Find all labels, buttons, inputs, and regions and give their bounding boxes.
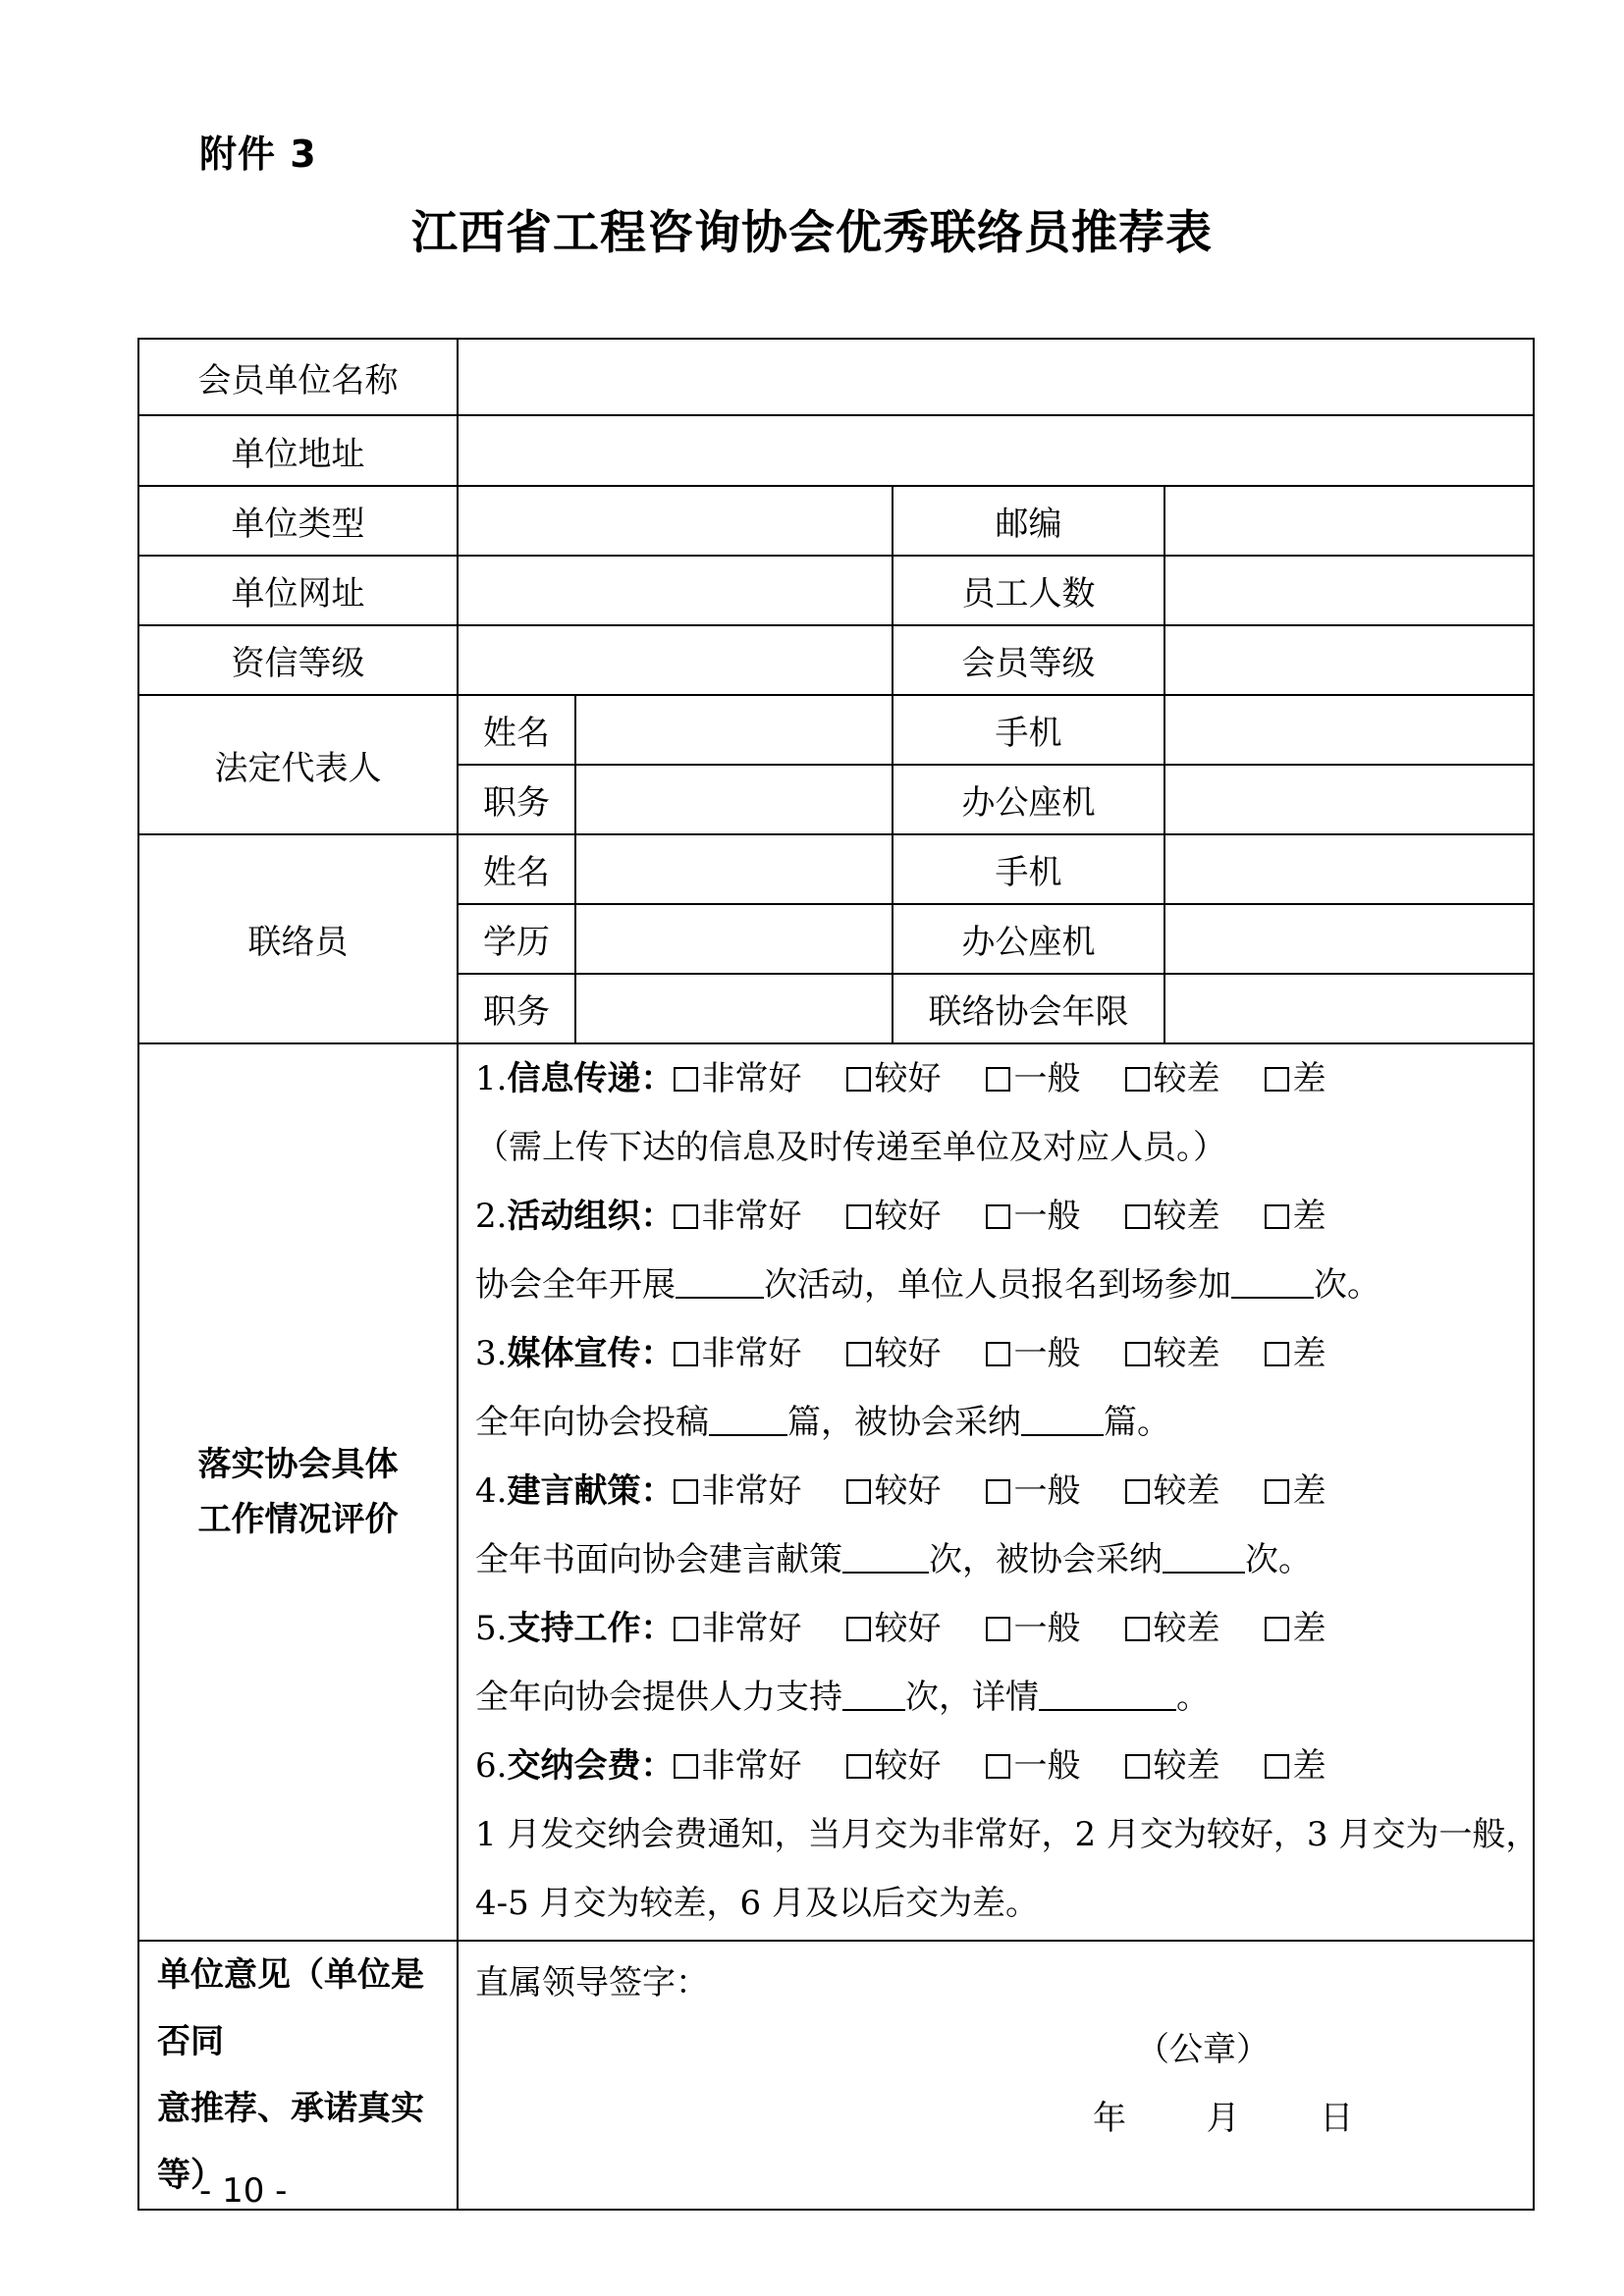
day-label: 日 <box>1320 2099 1354 2138</box>
item-number: 5. <box>475 1609 508 1648</box>
evaluation-item-heading <box>475 1732 1533 1800</box>
rating-option-label: 较好 <box>874 1609 942 1648</box>
rating-option-label: 较差 <box>1153 1334 1220 1373</box>
evaluation-item-description: 1 月发交纳会费通知，当月交为非常好，2 月交为较好，3 月交为一般， <box>475 1815 1540 1854</box>
evaluation-label <box>138 1043 458 1941</box>
rating-option-label: 较好 <box>874 1471 942 1511</box>
credit-grade-field[interactable] <box>458 625 893 695</box>
rating-option-label: 非常好 <box>701 1746 802 1786</box>
evaluation-item-heading <box>475 1182 1533 1251</box>
checkbox-icon[interactable] <box>846 1342 871 1366</box>
item-name: 活动组织： <box>507 1197 675 1236</box>
recommendation-form-table <box>137 338 1540 2211</box>
description-text: 。 <box>1176 1678 1210 1717</box>
rating-option-label: 一般 <box>1013 1609 1081 1648</box>
fill-blank-field[interactable] <box>1021 1405 1104 1436</box>
liaison-name-field[interactable] <box>575 834 893 904</box>
checkbox-icon[interactable] <box>846 1617 871 1641</box>
rating-option-label: 差 <box>1292 1059 1326 1098</box>
description-text: 次，详情 <box>905 1678 1039 1717</box>
credit-grade-label: 资信等级 <box>138 625 458 695</box>
evaluation-item-description: （需上传下达的信息及时传递至单位及对应人员。） <box>475 1128 1226 1167</box>
rating-option[interactable] <box>674 1594 801 1663</box>
rating-option-label: 一般 <box>1013 1197 1081 1236</box>
checkbox-icon[interactable] <box>846 1479 871 1504</box>
checkbox-icon[interactable] <box>986 1754 1010 1779</box>
rating-option[interactable] <box>1265 1457 1326 1525</box>
rating-option-label: 非常好 <box>701 1059 802 1098</box>
evaluation-content <box>458 1043 1540 1941</box>
checkbox-icon[interactable] <box>1265 1617 1289 1641</box>
month-label: 月 <box>1206 2099 1240 2138</box>
fill-blank-field[interactable] <box>709 1405 787 1436</box>
evaluation-item-description <box>475 1525 1533 1594</box>
description-text: 次活动，单位人员报名到场参加 <box>764 1265 1231 1305</box>
rating-option-label: 较好 <box>874 1746 942 1786</box>
page-number: - 10 - <box>199 2171 288 2211</box>
evaluation-item-description <box>475 1388 1533 1457</box>
rating-option-label: 差 <box>1292 1471 1326 1511</box>
rating-option-label: 非常好 <box>701 1197 802 1236</box>
employee-count-label: 员工人数 <box>893 556 1164 625</box>
rating-option-label: 较好 <box>874 1334 942 1373</box>
description-text: 协会全年开展 <box>475 1265 676 1305</box>
rating-option[interactable] <box>846 1182 941 1251</box>
liaison-mobile-field[interactable] <box>1164 834 1534 904</box>
unit-website-field[interactable] <box>458 556 893 625</box>
rating-option[interactable] <box>846 1044 941 1113</box>
checkbox-icon[interactable] <box>674 1067 698 1092</box>
official-seal-label: （公章） <box>1136 2030 1270 2069</box>
rating-option-label: 一般 <box>1013 1746 1081 1786</box>
rating-option[interactable] <box>1125 1457 1219 1525</box>
legal-rep-name-field[interactable] <box>575 695 893 765</box>
checkbox-icon[interactable] <box>1125 1204 1150 1229</box>
evaluation-item-heading <box>475 1319 1533 1388</box>
rating-option[interactable] <box>674 1182 801 1251</box>
unit-opinion-content <box>458 1941 1534 2210</box>
item-number: 4. <box>475 1471 508 1511</box>
item-name: 媒体宣传： <box>507 1334 675 1373</box>
unit-type-field[interactable] <box>458 486 893 556</box>
liaison-office-phone-label: 办公座机 <box>893 904 1164 974</box>
checkbox-icon[interactable] <box>846 1204 871 1229</box>
item-name: 交纳会费： <box>507 1746 675 1786</box>
item-number: 2. <box>475 1197 508 1236</box>
description-text: 次。 <box>1245 1540 1312 1579</box>
member-grade-label: 会员等级 <box>893 625 1164 695</box>
checkbox-icon[interactable] <box>674 1754 698 1779</box>
rating-option-label: 差 <box>1292 1197 1326 1236</box>
rating-option-label: 较好 <box>874 1059 942 1098</box>
description-text: 次，被协会采纳 <box>929 1540 1163 1579</box>
checkbox-icon[interactable] <box>846 1067 871 1092</box>
description-text: 篇，被协会采纳 <box>787 1403 1021 1442</box>
rating-option[interactable] <box>674 1457 801 1525</box>
checkbox-icon[interactable] <box>674 1342 698 1366</box>
item-number: 1. <box>475 1059 508 1098</box>
rating-option-label: 较差 <box>1153 1471 1220 1511</box>
rating-option[interactable] <box>846 1457 941 1525</box>
description-text: 篇。 <box>1104 1403 1170 1442</box>
item-name: 建言献策： <box>507 1471 675 1511</box>
rating-option[interactable] <box>674 1732 801 1800</box>
rating-option[interactable] <box>846 1594 941 1663</box>
rating-option-label: 一般 <box>1013 1059 1081 1098</box>
liaison-education-field[interactable] <box>575 904 893 974</box>
checkbox-icon[interactable] <box>1125 1754 1150 1779</box>
checkbox-icon[interactable] <box>674 1617 698 1641</box>
checkbox-icon[interactable] <box>1265 1204 1289 1229</box>
fill-blank-field[interactable] <box>676 1267 764 1299</box>
rating-option-label: 非常好 <box>701 1609 802 1648</box>
rating-option-label: 一般 <box>1013 1334 1081 1373</box>
checkbox-icon[interactable] <box>1125 1067 1150 1092</box>
liaison-label: 联络员 <box>138 834 458 1043</box>
fill-blank-field[interactable] <box>1231 1267 1314 1299</box>
rating-option-label: 差 <box>1292 1746 1326 1786</box>
checkbox-icon[interactable] <box>1125 1479 1150 1504</box>
rating-option[interactable] <box>986 1319 1080 1388</box>
rating-option[interactable] <box>674 1319 801 1388</box>
item-number: 6. <box>475 1746 508 1786</box>
employee-count-field[interactable] <box>1164 556 1534 625</box>
evaluation-item-heading <box>475 1044 1533 1113</box>
unit-website-label: 单位网址 <box>138 556 458 625</box>
unit-opinion-label-line2: 意推荐、承诺真实等） <box>157 2089 424 2195</box>
liaison-years-label: 联络协会年限 <box>893 974 1164 1043</box>
rating-option-label: 较差 <box>1153 1609 1220 1648</box>
rating-option[interactable] <box>1125 1182 1219 1251</box>
item-name: 信息传递： <box>507 1059 675 1098</box>
rating-option[interactable] <box>846 1319 941 1388</box>
fill-blank-field[interactable] <box>1163 1542 1245 1574</box>
legal-rep-mobile-label: 手机 <box>893 695 1164 765</box>
postcode-label: 邮编 <box>893 486 1164 556</box>
checkbox-icon[interactable] <box>1265 1479 1289 1504</box>
description-text: 次。 <box>1314 1265 1380 1305</box>
legal-rep-office-phone-label: 办公座机 <box>893 765 1164 834</box>
legal-rep-office-phone-field[interactable] <box>1164 765 1534 834</box>
checkbox-icon[interactable] <box>1265 1342 1289 1366</box>
fill-blank-field[interactable] <box>842 1542 929 1574</box>
liaison-position-label: 职务 <box>458 974 575 1043</box>
rating-option-label: 较好 <box>874 1197 942 1236</box>
checkbox-icon[interactable] <box>986 1479 1010 1504</box>
description-text: 全年向协会提供人力支持 <box>475 1678 842 1717</box>
fill-blank-field[interactable] <box>1039 1680 1176 1711</box>
checkbox-icon[interactable] <box>1125 1617 1150 1641</box>
evaluation-item-heading <box>475 1594 1533 1663</box>
rating-option[interactable] <box>1125 1594 1219 1663</box>
rating-option[interactable] <box>674 1044 801 1113</box>
rating-option-label: 差 <box>1292 1334 1326 1373</box>
rating-option[interactable] <box>1125 1732 1219 1800</box>
rating-option-label: 较差 <box>1153 1746 1220 1786</box>
legal-rep-position-field[interactable] <box>575 765 893 834</box>
rating-option[interactable] <box>1265 1594 1326 1663</box>
rating-option-label: 非常好 <box>701 1334 802 1373</box>
legal-rep-position-label: 职务 <box>458 765 575 834</box>
postcode-field[interactable] <box>1164 486 1534 556</box>
rating-option[interactable] <box>1125 1044 1219 1113</box>
legal-rep-name-label: 姓名 <box>458 695 575 765</box>
legal-rep-label: 法定代表人 <box>138 695 458 834</box>
checkbox-icon[interactable] <box>674 1479 698 1504</box>
evaluation-item-description <box>475 1663 1533 1732</box>
rating-option-label: 一般 <box>1013 1471 1081 1511</box>
leader-signature-label: 直属领导签字： <box>475 1963 709 2002</box>
unit-address-label: 单位地址 <box>138 415 458 486</box>
rating-option-label: 较差 <box>1153 1197 1220 1236</box>
evaluation-item-description: 4-5 月交为较差，6 月及以后交为差。 <box>475 1884 1039 1923</box>
evaluation-label-line1: 落实协会具体 <box>197 1445 399 1484</box>
legal-rep-mobile-field[interactable] <box>1164 695 1534 765</box>
rating-option-label: 较差 <box>1153 1059 1220 1098</box>
rating-option-label: 非常好 <box>701 1471 802 1511</box>
rating-option[interactable] <box>986 1594 1080 1663</box>
checkbox-icon[interactable] <box>986 1342 1010 1366</box>
rating-option[interactable] <box>1125 1319 1219 1388</box>
unit-opinion-label-line1: 单位意见（单位是否同 <box>157 1955 424 2061</box>
rating-option[interactable] <box>1265 1319 1326 1388</box>
unit-type-label: 单位类型 <box>138 486 458 556</box>
member-unit-name-field[interactable] <box>458 339 1534 415</box>
liaison-office-phone-field[interactable] <box>1164 904 1534 974</box>
liaison-mobile-label: 手机 <box>893 834 1164 904</box>
rating-option[interactable] <box>1265 1044 1326 1113</box>
evaluation-item-heading <box>475 1457 1533 1525</box>
checkbox-icon[interactable] <box>986 1067 1010 1092</box>
form-title: 江西省工程咨询协会优秀联络员推荐表 <box>411 206 1213 260</box>
liaison-position-field[interactable] <box>575 974 893 1043</box>
date-line <box>1093 2091 1353 2139</box>
rating-option-label: 差 <box>1292 1609 1326 1648</box>
checkbox-icon[interactable] <box>674 1204 698 1229</box>
rating-option[interactable] <box>986 1457 1080 1525</box>
liaison-years-field[interactable] <box>1164 974 1534 1043</box>
member-grade-field[interactable] <box>1164 625 1534 695</box>
attachment-label: 附件 3 <box>199 133 317 176</box>
liaison-education-label: 学历 <box>458 904 575 974</box>
checkbox-icon[interactable] <box>986 1204 1010 1229</box>
unit-address-field[interactable] <box>458 415 1534 486</box>
item-name: 支持工作： <box>507 1609 675 1648</box>
rating-option[interactable] <box>846 1732 941 1800</box>
item-number: 3. <box>475 1334 508 1373</box>
fill-blank-field[interactable] <box>842 1680 905 1711</box>
member-unit-name-label: 会员单位名称 <box>138 339 458 415</box>
rating-option[interactable] <box>1265 1182 1326 1251</box>
rating-option[interactable] <box>986 1732 1080 1800</box>
checkbox-icon[interactable] <box>846 1754 871 1779</box>
evaluation-items <box>475 1044 1540 1938</box>
rating-option[interactable] <box>986 1182 1080 1251</box>
unit-opinion-label <box>138 1941 458 2210</box>
description-text: 全年向协会投稿 <box>475 1403 709 1442</box>
year-label: 年 <box>1093 2099 1126 2138</box>
rating-option[interactable] <box>1265 1732 1326 1800</box>
checkbox-icon[interactable] <box>1125 1342 1150 1366</box>
description-text: 全年书面向协会建言献策 <box>475 1540 842 1579</box>
checkbox-icon[interactable] <box>986 1617 1010 1641</box>
checkbox-icon[interactable] <box>1265 1754 1289 1779</box>
rating-option[interactable] <box>986 1044 1080 1113</box>
evaluation-item-description <box>475 1251 1533 1319</box>
checkbox-icon[interactable] <box>1265 1067 1289 1092</box>
evaluation-label-line2: 工作情况评价 <box>197 1500 399 1539</box>
liaison-name-label: 姓名 <box>458 834 575 904</box>
